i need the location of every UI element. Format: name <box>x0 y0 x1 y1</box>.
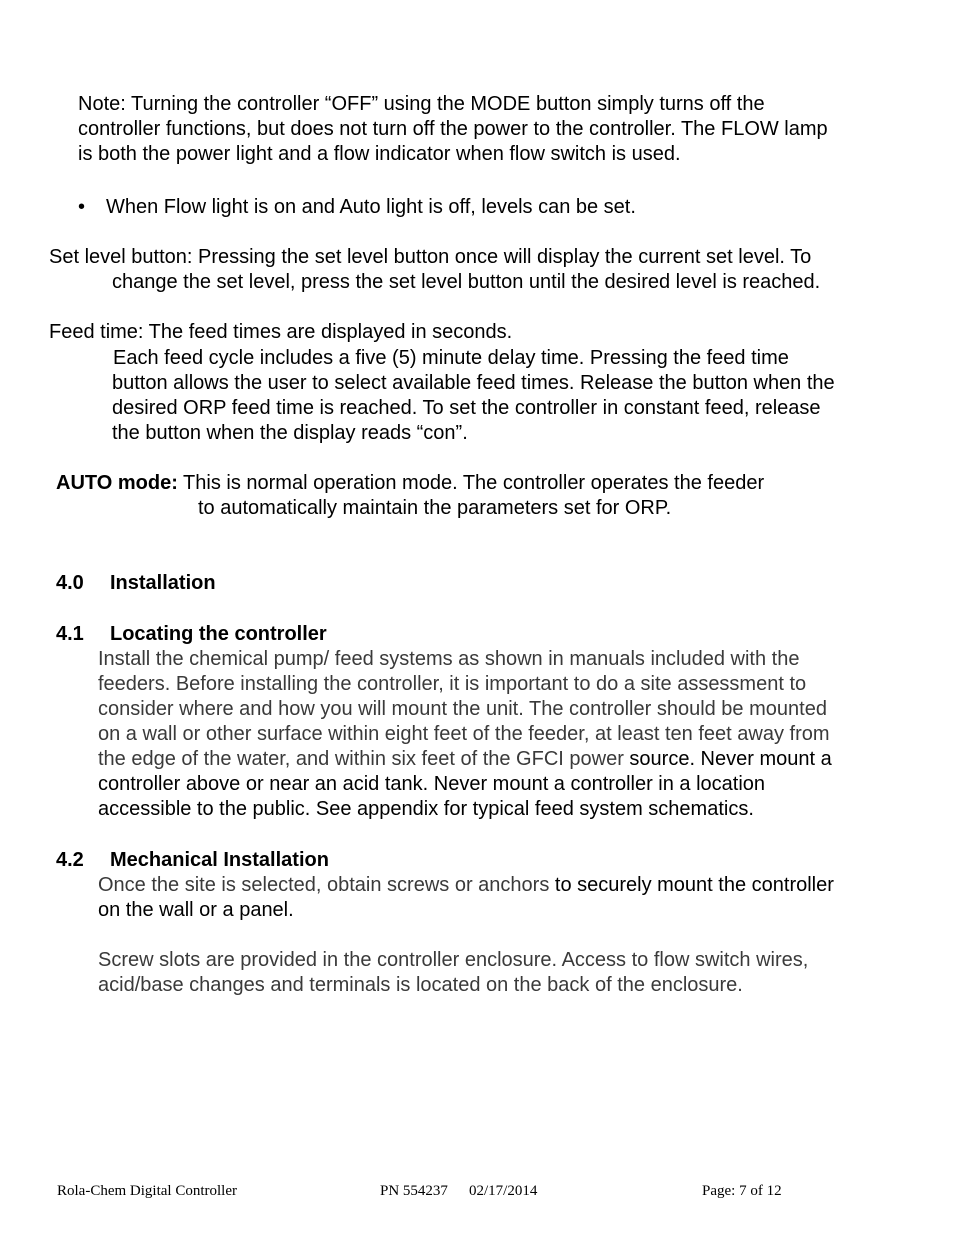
section-4-2-heading <box>56 848 329 873</box>
section-4-2-line-1 <box>98 873 834 898</box>
section-4-1-line-7: accessible to the public. See appendix for typical feed system schematics. <box>98 798 754 820</box>
note-line-1: Note: Turning the controller “OFF” using the MODE button simply turns off the <box>78 93 765 115</box>
section-4-0-number: 4.0 <box>56 572 84 594</box>
section-4-1-line-5 <box>98 747 832 772</box>
auto-mode-label: AUTO mode: <box>56 472 178 494</box>
section-4-2-line-1-a: Once the site is selected, obtain screws or anchors <box>98 874 550 896</box>
section-4-1-line-5-a: the edge of the water, and within six feet of the GFCI power <box>98 748 624 770</box>
bullet-symbol: • <box>78 196 86 218</box>
footer-part-number: PN 554237 <box>380 1183 448 1199</box>
section-4-1-line-2: feeders. Before installing the controller, it is important to do a site assessment to <box>98 673 807 695</box>
bullet-text: When Flow light is on and Auto light is off, levels can be set. <box>106 196 636 218</box>
feed-time-line-1: Each feed cycle includes a five (5) minute delay time. Pressing the feed time <box>113 347 789 369</box>
feed-time-line-2: button allows the user to select available feed times. Release the button when the <box>112 372 835 394</box>
feed-time-heading: Feed time: The feed times are displayed in seconds. <box>49 321 513 343</box>
section-4-1-line-6: controller above or near an acid tank. Never mount a controller in a location <box>98 773 766 795</box>
section-4-0-title: Installation <box>110 572 216 594</box>
auto-mode-line-1 <box>56 471 764 496</box>
auto-mode-text: This is normal operation mode. The controller operates the feeder <box>177 472 765 494</box>
section-4-1-line-1: Install the chemical pump/ feed systems as shown in manuals included with the <box>98 648 800 670</box>
section-4-2-para-2-line-1: Screw slots are provided in the controller enclosure. Access to flow switch wires, <box>98 949 809 971</box>
set-level-line-2: change the set level, press the set level button until the desired level is reached. <box>112 271 821 293</box>
note-line-3: is both the power light and a flow indicator when flow switch is used. <box>78 143 681 165</box>
section-4-0-heading <box>56 571 216 596</box>
section-4-2-number: 4.2 <box>56 849 84 871</box>
section-4-1-line-5-b: source. Never mount a <box>623 748 832 770</box>
section-4-1-title: Locating the controller <box>110 623 327 645</box>
section-4-1-line-3: consider where and how you will mount the unit. The controller should be mounted <box>98 698 827 720</box>
bullet-item <box>78 195 636 220</box>
feed-time-line-4: the button when the display reads “con”. <box>112 422 468 444</box>
footer-product: Rola-Chem Digital Controller <box>57 1183 237 1199</box>
section-4-2-para-2-line-2: acid/base changes and terminals is located on the back of the enclosure. <box>98 974 743 996</box>
section-4-1-number: 4.1 <box>56 623 84 645</box>
section-4-2-line-1-b: to securely mount the controller <box>549 874 834 896</box>
set-level-line-1: Set level button: Pressing the set level button once will display the current set level. To <box>49 246 812 268</box>
feed-time-line-3: desired ORP feed time is reached. To set the controller in constant feed, release <box>112 397 821 419</box>
section-4-2-line-2: on the wall or a panel. <box>98 899 294 921</box>
note-line-2: controller functions, but does not turn off the power to the controller. The FLOW lamp <box>78 118 828 140</box>
section-4-1-line-4: on a wall or other surface within eight feet of the feeder, at least ten feet away from <box>98 723 830 745</box>
section-4-2-title: Mechanical Installation <box>110 849 329 871</box>
auto-mode-line-2: to automatically maintain the parameters set for ORP. <box>198 497 672 519</box>
footer-page-number: Page: 7 of 12 <box>702 1183 782 1199</box>
section-4-1-heading <box>56 622 327 647</box>
footer-date: 02/17/2014 <box>469 1183 538 1199</box>
